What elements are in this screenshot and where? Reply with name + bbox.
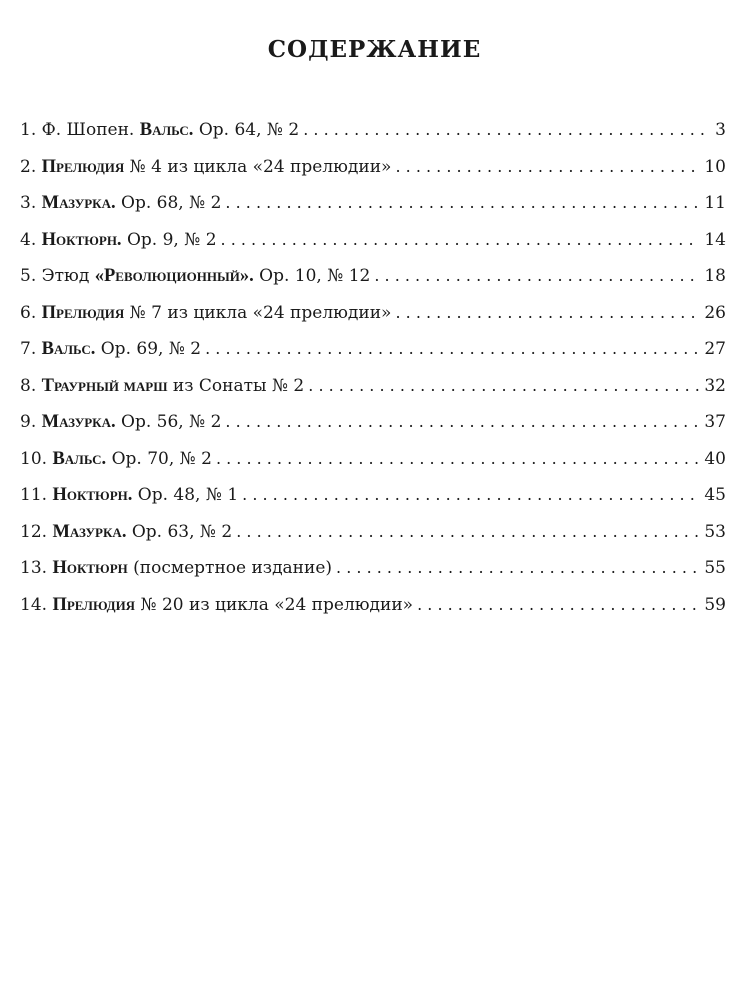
toc-entry [20,587,726,624]
dot-leader [417,587,700,624]
dot-leader [336,550,700,587]
toc-entry-title: «Революционный». [94,266,254,286]
toc-entry-details: Ор. 10, № 12 [259,266,371,286]
toc-entry-title: Вальс. [52,448,107,469]
toc-entry-text [20,149,391,186]
toc-entry [20,295,726,332]
toc-page-number: 11 [704,193,726,213]
toc-entry-number: 6. [20,302,37,323]
toc-entry-details: Ор. 68, № 2 [121,193,222,213]
toc-entry-details: из Сонаты № 2 [172,375,305,396]
toc-entry-title: Ноктюрн [52,558,128,578]
dot-leader [225,185,700,222]
toc-page-number: 59 [704,594,726,615]
toc-entry-details: Ор. 69, № 2 [100,339,202,359]
toc-entry-title: Мазурка. [41,193,116,213]
toc-entry [20,550,726,587]
toc-entry-details: Ор. 64, № 2 [198,120,300,140]
toc-entry-details: Ор. 9, № 2 [126,229,217,250]
toc-entry-details: № 4 из цикла «24 прелюдии» [129,156,392,177]
toc-entry-text [20,550,332,587]
toc-entry [20,222,726,259]
toc-entry-number: 11. [20,485,48,505]
toc-entry [20,149,726,186]
dot-leader [242,477,700,514]
toc-entry-text [20,222,217,259]
page-title: СОДЕРЖАНИЕ [267,36,482,63]
toc-page-number: 32 [704,375,726,396]
toc-entry-number: 5. [20,266,37,286]
toc-entry [20,404,726,441]
toc-entry-text [20,477,238,514]
toc-entry-number: 10. [20,448,48,469]
toc-page-number: 45 [704,485,726,505]
toc-entry-details: Ор. 56, № 2 [121,412,222,432]
toc-entry-details: № 20 из цикла «24 прелюдии» [140,594,414,615]
toc-entry-text [20,258,370,295]
toc-entry-title: Траурный марш [41,375,168,396]
toc-entry-title: Вальс. [139,120,194,140]
toc-page-number: 3 [715,120,726,140]
toc-entry-text [20,441,212,478]
toc-entry-details: Ор. 63, № 2 [131,521,233,542]
toc-entry-number: 8. [20,375,37,396]
toc-entry-prefix: Ф. Шопен. [41,120,135,140]
toc-entry-text [20,185,221,222]
toc-entry-details: (посмертное издание) [133,558,333,578]
toc-entry-prefix: Этюд [41,266,90,286]
toc-entry-number: 7. [20,339,37,359]
toc-entry-details: Ор. 70, № 2 [111,448,212,469]
toc-entry-title: Ноктюрн. [41,229,122,250]
toc-entry [20,514,726,551]
toc-entry-number: 14. [20,594,48,615]
toc-entry-number: 2. [20,156,37,177]
toc-entry-number: 9. [20,412,37,432]
dot-leader [205,331,700,368]
toc-entry-number: 4. [20,229,37,250]
toc-entry [20,112,726,149]
dot-leader [236,514,700,551]
toc-page-number: 40 [704,448,726,469]
toc-entry-text [20,404,221,441]
dot-leader [308,368,700,405]
toc-entry-details: Ор. 48, № 1 [137,485,239,505]
toc-entry-number: 13. [20,558,48,578]
dot-leader [374,258,700,295]
toc-entry [20,185,726,222]
table-of-contents [20,112,726,623]
dot-leader [221,222,701,259]
toc-page-number: 10 [704,156,726,177]
toc-entry-text [20,295,391,332]
toc-entry-number: 1. [20,120,37,140]
toc-entry-title: Ноктюрн. [52,485,133,505]
dot-leader [216,441,700,478]
dot-leader [395,295,700,332]
toc-entry-number: 12. [20,521,48,542]
toc-page-number: 55 [704,558,726,578]
toc-page-number: 37 [704,412,726,432]
toc-entry-text [20,368,304,405]
toc-entry-number: 3. [20,193,37,213]
toc-entry-title: Мазурка. [41,412,116,432]
toc-entry-title: Вальс. [41,339,96,359]
toc-entry-text [20,112,299,149]
toc-entry-title: Прелюдия [41,156,125,177]
toc-entry [20,331,726,368]
toc-page-number: 53 [704,521,726,542]
toc-entry-details: № 7 из цикла «24 прелюдии» [129,302,392,323]
dot-leader [225,404,700,441]
toc-entry-text [20,514,232,551]
toc-page-number: 27 [704,339,726,359]
toc-page-number: 14 [704,229,726,250]
toc-entry [20,441,726,478]
dot-leader [395,149,700,186]
toc-entry-title: Прелюдия [41,302,125,323]
toc-entry-title: Прелюдия [52,594,136,615]
toc-entry-title: Мазурка. [52,521,127,542]
toc-page-number: 18 [704,266,726,286]
dot-leader [303,112,711,149]
toc-entry [20,258,726,295]
toc-entry-text [20,331,201,368]
toc-entry [20,477,726,514]
toc-entry [20,368,726,405]
toc-entry-text [20,587,413,624]
toc-page-number: 26 [704,302,726,323]
